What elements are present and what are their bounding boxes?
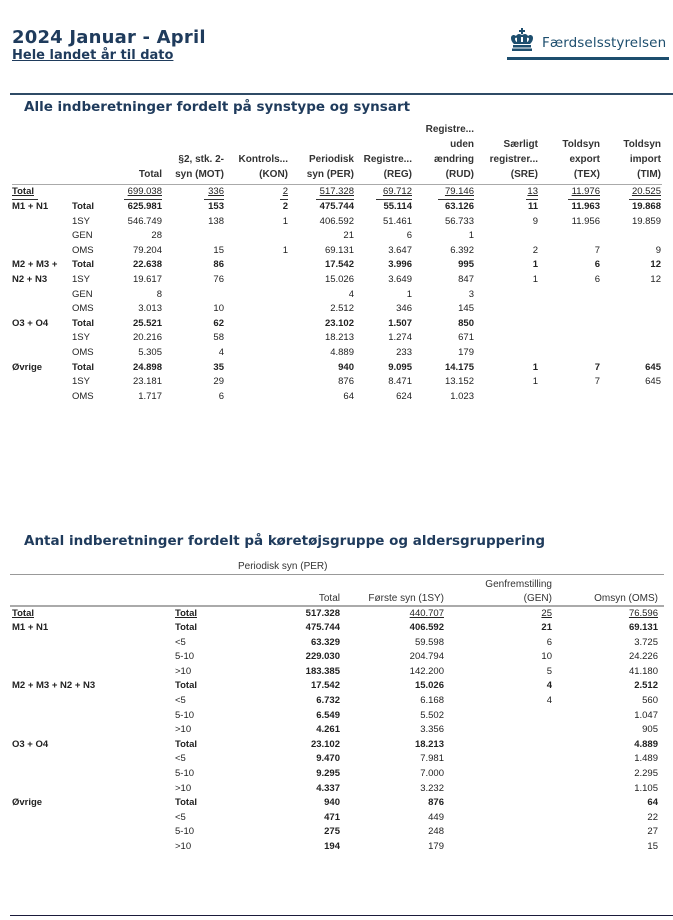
value-cell: 449 [428,811,444,823]
logo-text: Færdselsstyrelsen [542,35,667,51]
total-cell: 699.038 [127,186,162,197]
total-underline [526,199,538,200]
value-cell: 475.744 [305,622,340,633]
total-cell: 76.596 [628,608,658,619]
table1-header-divider [12,184,662,185]
table1-title: Alle indberetninger fordelt på synstype og synsart [24,99,411,115]
row-sub-label: 5-10 [175,768,195,779]
value-cell: 56.733 [444,215,474,227]
section-divider [10,93,673,95]
total-cell: 517.328 [305,608,340,619]
row-sub-label: 1SY [72,274,90,285]
row-sub-label: Total [72,317,94,329]
table1-row [12,332,662,347]
value-cell: 14.175 [444,361,474,373]
value-cell: 406.592 [319,215,354,227]
row-group-label: M2 + M3 + N2 + N3 [12,680,96,692]
value-cell: 79.204 [132,244,162,256]
value-cell: 2 [532,244,538,256]
value-cell: 142.200 [409,665,444,677]
value-cell: 3.996 [388,259,412,271]
table2-row [10,695,664,710]
value-cell: 145 [458,303,474,315]
row-sub-label: <5 [175,811,186,823]
total-cell: 11.976 [571,186,600,197]
value-cell: 1 [532,259,538,271]
value-cell: 3 [468,288,474,300]
value-cell: 9.470 [316,753,340,765]
value-cell: 6 [218,390,224,402]
value-cell: 21 [343,230,354,242]
value-cell: 6 [594,274,600,285]
value-cell: 2 [282,201,288,212]
table2-total-row [10,608,664,623]
table1-column-header: Registre... uden ændring (RUD) [425,124,474,180]
value-cell: 4 [218,347,224,358]
row-group-label: Øvrige [12,797,43,809]
table1-row [12,230,662,245]
table2-row [10,797,664,812]
total-cell: 336 [208,186,224,197]
row-sub-label: Total [175,797,197,809]
table1-row [12,289,662,304]
value-cell: 6 [406,230,412,242]
row-sub-label: Total [175,608,197,619]
table2-row [10,622,664,637]
table1-column-header: Særligt registrer... (SRE) [489,139,538,180]
value-cell: 51.461 [382,215,412,227]
value-cell: 1 [532,376,538,388]
row-sub-label: OMS [72,390,94,402]
value-cell: 10 [541,651,552,663]
row-sub-label: Total [72,259,94,271]
row-sub-label: 1SY [72,332,90,344]
value-cell: 2.512 [634,680,658,692]
row-group-label: Øvrige [12,361,43,373]
value-cell: 850 [458,317,474,329]
table1-column-header: Toldsyn import (TIM) [623,139,661,180]
table1-row [12,347,662,362]
table1-row [12,245,662,260]
value-cell: 10 [213,303,224,315]
value-cell: 63.126 [444,201,474,212]
value-cell: 3.725 [634,636,658,648]
table1-row [12,318,662,333]
row-sub-label: Total [175,622,197,633]
table2-row [10,724,664,739]
row-sub-label: <5 [175,636,186,648]
value-cell: 25.521 [132,317,162,329]
total-underline [316,199,354,200]
value-cell: 15 [647,841,658,852]
total-cell: 517.328 [319,186,354,197]
total-underline [12,199,38,200]
table2-row [10,812,664,827]
value-cell: 995 [458,259,474,271]
value-cell: 23.181 [132,376,162,388]
value-cell: 671 [458,332,474,344]
value-cell: 8.471 [388,376,412,388]
value-cell: 1.274 [388,332,412,344]
table2-column-header: Omsyn (OMS) [594,593,658,604]
value-cell: 1 [406,288,412,300]
value-cell: 3.649 [388,274,412,285]
value-cell: 23.102 [310,738,340,750]
value-cell: 471 [324,811,340,823]
value-cell: 19.617 [132,274,162,285]
value-cell: 645 [645,376,661,388]
row-group-label: M1 + N1 [12,622,49,633]
total-cell: 20.525 [631,186,661,197]
value-cell: 625.981 [127,201,162,212]
total-underline [376,199,412,200]
total-underline [629,199,661,200]
value-cell: 55.114 [383,201,412,212]
row-group-label: O3 + O4 [12,738,49,750]
value-cell: 475.744 [319,201,354,212]
table1-row [12,376,662,391]
value-cell: 6.168 [420,695,444,706]
row-sub-label: >10 [175,665,192,677]
total-underline [124,199,162,200]
row-sub-label: Total [175,738,197,750]
value-cell: 6 [546,636,552,648]
value-cell: 69.131 [628,622,658,633]
row-sub-label: >10 [175,841,192,852]
value-cell: 59.598 [414,636,444,648]
value-cell: 64 [647,797,658,809]
table2-row [10,841,664,856]
value-cell: 17.542 [310,680,340,692]
value-cell: 24.226 [628,651,658,663]
value-cell: 905 [642,724,658,736]
value-cell: 4.889 [330,347,354,358]
value-cell: 940 [324,797,340,809]
table1-column-header: Total [138,169,162,180]
row-sub-label: <5 [175,753,186,765]
table1-row [12,391,662,406]
value-cell: 5 [546,665,552,677]
value-cell: 13.152 [444,376,474,388]
value-cell: 3.356 [420,724,444,736]
value-cell: 7 [594,361,600,373]
value-cell: 19.859 [631,215,661,227]
value-cell: 7.981 [420,753,444,765]
value-cell: 138 [208,215,224,227]
row-group-label: Total [12,608,34,619]
value-cell: 63.329 [310,636,340,648]
value-cell: 62 [213,317,224,329]
row-sub-label: <5 [175,695,186,706]
value-cell: 4 [348,288,354,300]
value-cell: 4.261 [316,724,340,736]
value-cell: 1.105 [634,782,658,794]
row-group-label: M1 + N1 [12,201,49,212]
table2-row [10,637,664,652]
value-cell: 9.295 [316,768,340,779]
table2-row [10,826,664,841]
value-cell: 15 [213,244,224,256]
value-cell: 41.180 [628,665,658,677]
value-cell: 4.337 [316,782,340,794]
value-cell: 17.542 [324,259,354,271]
value-cell: 2.512 [330,303,354,315]
value-cell: 12 [650,259,661,271]
table2-row [10,680,664,695]
value-cell: 18.213 [414,738,444,750]
value-cell: 179 [428,841,444,852]
total-underline [568,199,600,200]
row-group-label: O3 + O4 [12,317,49,329]
value-cell: 18.213 [324,332,354,344]
value-cell: 9 [655,244,661,256]
value-cell: 3.232 [420,782,444,794]
value-cell: 346 [396,303,412,315]
value-cell: 153 [208,201,224,212]
row-sub-label: GEN [72,230,93,242]
value-cell: 4 [546,695,552,706]
value-cell: 406.592 [409,622,444,633]
value-cell: 4.889 [634,738,658,750]
value-cell: 28 [151,230,162,242]
table2-super-header: Periodisk syn (PER) [238,561,328,572]
value-cell: 19.868 [631,201,661,212]
value-cell: 3.647 [388,244,412,256]
table1-column-header: Kontrols... (KON) [238,154,288,180]
value-cell: 546.749 [127,215,162,227]
crown-icon [507,28,537,52]
table1-column-header: Registre... (REG) [363,154,412,180]
value-cell: 6.549 [316,709,340,721]
value-cell: 204.794 [409,651,444,663]
row-sub-label: Total [175,680,197,692]
value-cell: 64 [343,390,354,402]
value-cell: 22 [647,811,658,823]
value-cell: 183.385 [305,665,340,677]
value-cell: 86 [213,259,224,271]
row-sub-label: OMS [72,244,94,256]
total-underline [438,199,474,200]
value-cell: 8 [156,288,162,300]
value-cell: 6 [594,259,600,271]
value-cell: 9 [532,215,538,227]
total-underline [204,199,224,200]
value-cell: 11.963 [571,201,600,212]
page-title: 2024 Januar - April [12,27,206,48]
value-cell: 24.898 [132,361,162,373]
table2-column-header: Første syn (1SY) [368,593,444,604]
value-cell: 27 [647,826,658,838]
value-cell: 847 [458,274,474,285]
table1-row [12,201,662,216]
page-subtitle: Hele landet år til dato [12,48,174,63]
value-cell: 194 [324,841,340,852]
row-sub-label: OMS [72,303,94,315]
value-cell: 11.956 [571,215,600,227]
value-cell: 1 [282,215,288,227]
logo [505,27,670,63]
value-cell: 21 [541,622,552,633]
value-cell: 624 [396,390,412,402]
table2-row [10,666,664,681]
value-cell: 35 [213,361,224,373]
value-cell: 2.295 [634,768,658,779]
row-sub-label: 5-10 [175,709,195,721]
value-cell: 22.638 [132,259,162,271]
row-sub-label: 1SY [72,215,90,227]
row-group-label: N2 + N3 [12,274,48,285]
value-cell: 645 [645,361,661,373]
value-cell: 1 [282,244,288,256]
value-cell: 876 [338,376,354,388]
table2-column-header: Genfremstilling (GEN) [485,579,552,604]
value-cell: 6.392 [450,244,474,256]
value-cell: 12 [650,274,661,285]
row-sub-label: 1SY [72,376,90,388]
value-cell: 58 [213,332,224,344]
table1-row [12,216,662,231]
value-cell: 275 [324,826,340,838]
value-cell: 29 [213,376,224,388]
value-cell: 1 [532,361,538,373]
row-sub-label: >10 [175,724,192,736]
table2-row [10,768,664,783]
value-cell: 6.732 [316,695,340,706]
table2-row [10,739,664,754]
value-cell: 179 [458,347,474,358]
row-sub-label: OMS [72,347,94,358]
value-cell: 11 [527,201,538,212]
total-cell: 25 [541,608,552,619]
value-cell: 9.095 [388,361,412,373]
total-cell: 13 [527,186,538,197]
value-cell: 15.026 [324,274,354,285]
total-cell: 440.707 [409,608,444,619]
value-cell: 15.026 [414,680,444,692]
value-cell: 1 [532,274,538,285]
table2-super-divider [10,574,664,575]
value-cell: 248 [428,826,444,838]
table2-title: Antal indberetninger fordelt på køretøjsgruppe og aldersgruppering [24,533,545,549]
table2-row [10,753,664,768]
row-sub-label: 5-10 [175,826,195,838]
value-cell: 1.047 [634,709,658,721]
value-cell: 1.717 [138,390,162,402]
logo-underline [507,57,669,60]
value-cell: 876 [428,797,444,809]
value-cell: 560 [642,695,658,706]
value-cell: 5.502 [420,709,444,721]
row-group-label: Total [12,186,34,197]
value-cell: 1.023 [450,390,474,402]
page-bottom-divider [10,915,673,916]
total-underline [280,199,288,200]
table2-row [10,710,664,725]
table2-row [10,783,664,798]
table1-column-header: §2, stk. 2- syn (MOT) [175,154,224,180]
value-cell: 4 [546,680,552,692]
table2-row [10,651,664,666]
value-cell: 940 [338,361,354,373]
value-cell: 1.489 [634,753,658,765]
value-cell: 23.102 [324,317,354,329]
table2-column-header: Total [318,593,340,604]
value-cell: 7.000 [420,768,444,779]
value-cell: 233 [396,347,412,358]
row-sub-label: 5-10 [175,651,195,663]
row-group-label: M2 + M3 + [12,259,58,271]
value-cell: 3.013 [138,303,162,315]
table1-row [12,362,662,377]
value-cell: 76 [213,274,224,285]
table1-column-header: Periodisk syn (PER) [306,154,354,180]
value-cell: 7 [594,376,600,388]
value-cell: 5.305 [138,347,162,358]
row-sub-label: Total [72,201,94,212]
value-cell: 69.131 [324,244,354,256]
row-sub-label: Total [72,361,94,373]
table1-column-header: Toldsyn export (TEX) [562,139,600,180]
value-cell: 7 [594,244,600,256]
value-cell: 20.216 [132,332,162,344]
table1-row [12,303,662,318]
row-sub-label: >10 [175,782,192,794]
table1-row [12,274,662,289]
total-cell: 2 [282,186,288,197]
value-cell: 1.507 [388,317,412,329]
table1-row [12,259,662,274]
row-sub-label: GEN [72,288,93,300]
total-cell: 79.146 [444,186,474,197]
value-cell: 1 [468,230,474,242]
value-cell: 229.030 [305,651,340,663]
total-cell: 69.712 [382,186,412,197]
